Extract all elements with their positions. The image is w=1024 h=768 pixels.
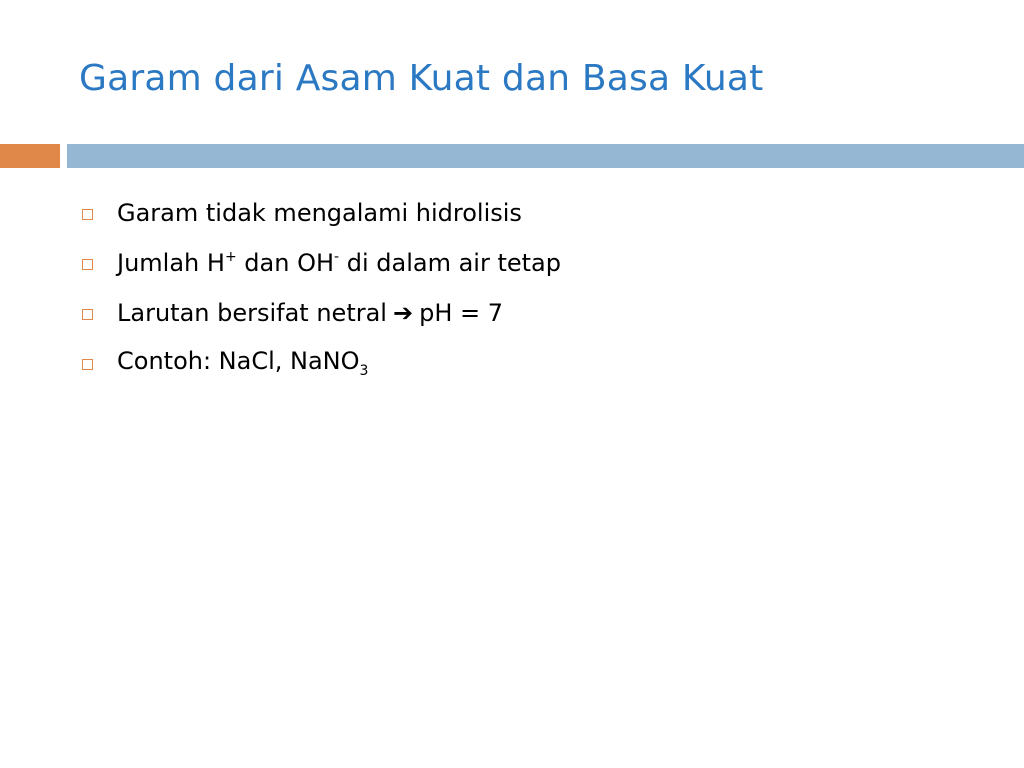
- bullet-text-part: Contoh: NaCl, NaNO: [117, 347, 360, 375]
- bullet-text-part: pH = 7: [419, 299, 504, 327]
- bullet-item: [82, 288, 561, 338]
- bullet-text: [117, 347, 368, 379]
- square-bullet-icon: [82, 259, 93, 270]
- bullet-text: [117, 249, 561, 277]
- bullet-text: [117, 299, 503, 327]
- bullet-item: [82, 188, 561, 238]
- square-bullet-icon: [82, 209, 93, 220]
- superscript: +: [224, 249, 237, 265]
- superscript: -: [334, 249, 340, 265]
- square-bullet-icon: [82, 359, 93, 370]
- accent-bar-blue: [67, 144, 1024, 168]
- accent-bar-orange: [0, 144, 60, 168]
- bullet-list: [82, 188, 561, 388]
- bullet-item: [82, 338, 561, 388]
- bullet-text-part: Larutan bersifat netral: [117, 299, 387, 327]
- bullet-item: [82, 238, 561, 288]
- bullet-text: Garam tidak mengalami hidrolisis: [117, 199, 522, 227]
- bullet-text-part: dan OH: [236, 249, 335, 277]
- square-bullet-icon: [82, 309, 93, 320]
- bullet-text-part: Jumlah H: [117, 249, 225, 277]
- arrow-right-icon: ➔: [392, 299, 414, 327]
- slide-title: Garam dari Asam Kuat dan Basa Kuat: [79, 58, 764, 99]
- bullet-text-part: di dalam air tetap: [339, 249, 561, 277]
- subscript: 3: [359, 363, 369, 379]
